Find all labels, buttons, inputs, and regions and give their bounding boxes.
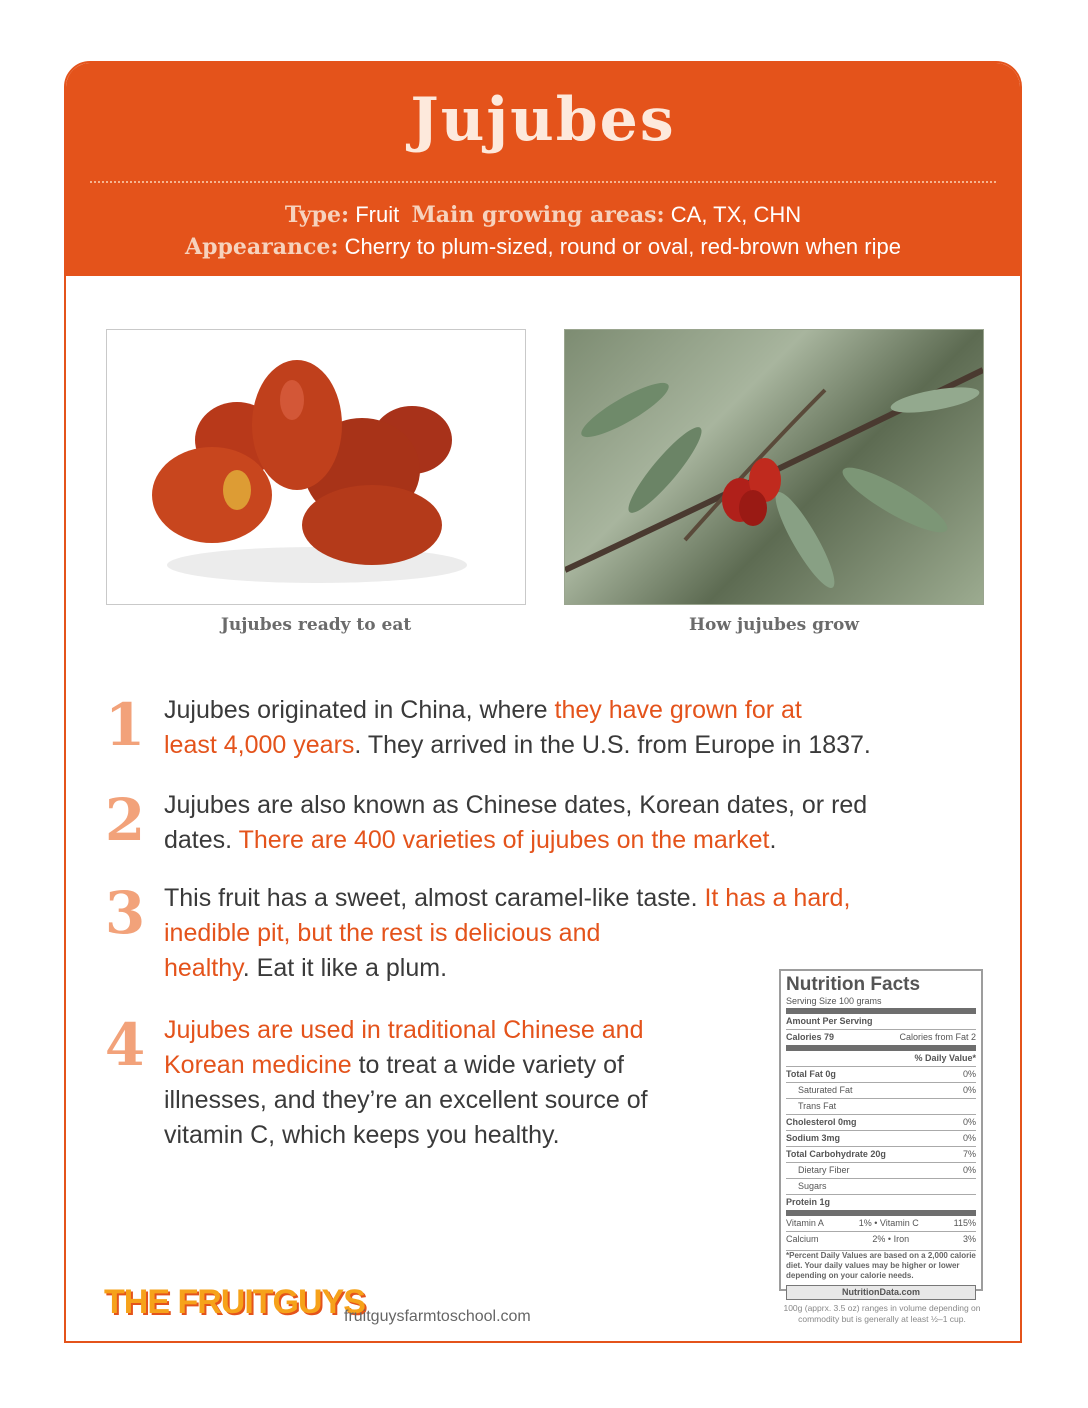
nutrient-row: [786, 1098, 976, 1114]
fact-number: 2: [104, 786, 146, 854]
jujube-fruit-illustration: [107, 330, 525, 604]
fact-text-plain: illnesses, and they’re an excellent source of: [164, 1086, 648, 1114]
daily-value-note: *Percent Daily Values are based on a 2,000 calorie diet. Your daily values may be higher or lower depending on your calorie needs.: [786, 1251, 976, 1280]
daily-value-label: % Daily Value*: [914, 1053, 976, 1063]
appearance-value: Cherry to plum-sized, round or oval, red-brown when ripe: [344, 234, 901, 259]
nutrient-label: Cholesterol 0mg: [786, 1117, 857, 1127]
nutrient-row: [786, 1130, 976, 1146]
fact-text: [164, 788, 994, 858]
fact-text-highlight: Jujubes are used in traditional Chinese and: [164, 1016, 644, 1044]
nutrient-label: Saturated Fat: [798, 1085, 853, 1095]
fact-text-plain: .: [769, 826, 777, 854]
fact-number: 3: [104, 879, 146, 947]
fact-sheet-card: [64, 61, 1022, 1343]
vitamin-label: Vitamin A: [786, 1218, 824, 1228]
caption-how-grow: How jujubes grow: [689, 615, 859, 635]
fact-text-highlight: Korean medicine: [164, 1051, 352, 1079]
serving-size: Serving Size 100 grams: [786, 996, 882, 1006]
calories-label: Calories 79: [786, 1032, 835, 1042]
header-banner: [66, 63, 1020, 276]
nutrient-label: Protein 1g: [786, 1197, 831, 1207]
areas-label: Main growing areas:: [411, 202, 665, 228]
vitamin-row: [786, 1210, 976, 1231]
footer-url[interactable]: fruitguysfarmtoschool.com: [344, 1308, 531, 1325]
nutrient-row: [786, 1194, 976, 1210]
photo-jujubes-ready: [106, 329, 526, 605]
nutrient-value: 0%: [962, 1085, 976, 1095]
fact-text-plain: dates.: [164, 826, 239, 854]
fact-text-highlight: healthy: [164, 954, 243, 982]
nutrient-row: [786, 1146, 976, 1162]
areas-value: CA, TX, CHN: [670, 202, 802, 227]
fact-text-highlight: least 4,000 years: [164, 731, 355, 759]
nutrient-row: [786, 1178, 976, 1194]
appearance-label: Appearance:: [185, 234, 339, 260]
fact-text-plain: Jujubes originated in China, where: [164, 696, 555, 724]
calories-fat: Calories from Fat 2: [899, 1032, 976, 1042]
fact-text-plain: to treat a wide variety of: [351, 1051, 624, 1079]
nutrition-facts-panel: [779, 969, 983, 1297]
nutrient-value: 0%: [962, 1069, 976, 1079]
vitamin-row: [786, 1231, 976, 1247]
vitamin-value: 115%: [953, 1218, 976, 1228]
fact-text-plain: vitamin C, which keeps you healthy.: [164, 1121, 560, 1149]
nutrient-label: Sugars: [798, 1181, 827, 1191]
vitamin-middle: 1% • Vitamin C: [858, 1218, 919, 1228]
fact-text-highlight: they have grown for at: [554, 696, 802, 724]
nutrition-source: NutritionData.com: [786, 1285, 976, 1300]
fact-text: [164, 1013, 764, 1153]
fact-text-plain: . They arrived in the U.S. from Europe in 1837.: [354, 731, 871, 759]
dotted-divider: [90, 181, 996, 183]
fruitguys-logo: THE FRUITGUYS: [104, 1283, 365, 1321]
fact-text-plain: Jujubes are also known as Chinese dates, Korean dates, or red: [164, 791, 868, 819]
fact-text-highlight: inedible pit, but the rest is delicious and: [164, 919, 601, 947]
meta-line-appearance: [66, 234, 1020, 260]
jujube-tree-illustration: [565, 330, 983, 604]
nutrient-label: Total Carbohydrate 20g: [786, 1149, 886, 1159]
nutrient-label: Dietary Fiber: [798, 1165, 850, 1175]
nutrient-label: Trans Fat: [798, 1101, 837, 1111]
vitamin-value: 3%: [962, 1234, 976, 1244]
daily-value-header: [786, 1045, 976, 1066]
calories-row: [786, 1029, 976, 1045]
nutrient-row: [786, 1082, 976, 1098]
vitamin-middle: 2% • Iron: [872, 1234, 910, 1244]
amount-label: Amount Per Serving: [786, 1016, 873, 1026]
caption-ready-to-eat: Jujubes ready to eat: [220, 615, 412, 635]
fact-text-highlight: It has a hard,: [704, 884, 851, 912]
page-title: Jujubes: [410, 85, 676, 155]
vitamin-label: Calcium: [786, 1234, 819, 1244]
amount-per-serving: [786, 1008, 976, 1029]
type-value: Fruit: [355, 202, 400, 227]
nutrient-value: 0%: [962, 1165, 976, 1175]
nutrient-row: [786, 1114, 976, 1130]
nutrition-title: Nutrition Facts: [786, 974, 921, 995]
nutrient-value: 7%: [962, 1149, 976, 1159]
nutrient-label: Sodium 3mg: [786, 1133, 841, 1143]
nutrient-value: 0%: [962, 1133, 976, 1143]
photo-jujubes-grow: [564, 329, 984, 605]
serving-note: 100g (apprx. 3.5 oz) ranges in volume depending on commodity but is generally at least ½–1 cup.: [783, 1303, 981, 1324]
nutrient-row: [786, 1162, 976, 1178]
fact-text-plain: . Eat it like a plum.: [242, 954, 448, 982]
nutrient-value: 0%: [962, 1117, 976, 1127]
fact-number: 4: [104, 1011, 146, 1079]
nutrient-label: Total Fat 0g: [786, 1069, 836, 1079]
fact-number: 1: [104, 691, 146, 759]
meta-line-type: [66, 202, 1020, 228]
fact-text-highlight: There are 400 varieties of jujubes on the market: [238, 826, 770, 854]
nutrient-row: [786, 1066, 976, 1082]
fact-text-plain: This fruit has a sweet, almost caramel-like taste.: [164, 884, 705, 912]
fact-text: [164, 693, 994, 763]
type-label: Type:: [284, 202, 350, 228]
